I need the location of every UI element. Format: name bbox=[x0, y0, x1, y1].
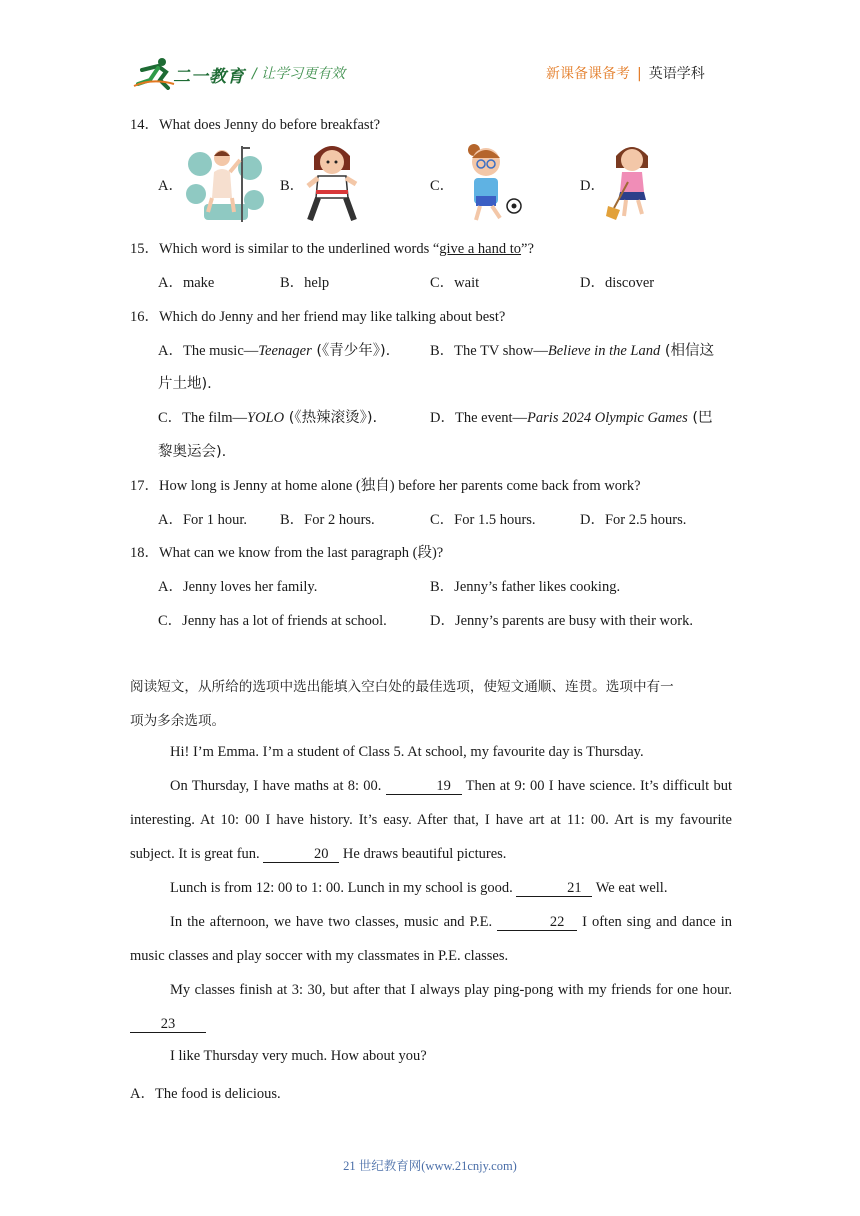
passage-p2b: Then at 9: 00 I have science. It’s difficult but interesting. At 10: 00 I have history. It’s easy. After that, I have art at 11: 00. Art is my favourite subject. It is great fun. bbox=[130, 778, 732, 862]
passage-p4a: In the afternoon, we have two classes, music and P.E. bbox=[170, 914, 493, 930]
passage-p5a: My classes finish at 3: 30, but after that I always play ping-pong with my friends for one hour. bbox=[170, 982, 732, 998]
header-separator: | bbox=[637, 66, 642, 82]
q16-c-pre: C．The film— bbox=[158, 410, 248, 426]
q16-a-title: Teenager bbox=[258, 343, 312, 359]
q16-option-b-cont: 片土地). bbox=[158, 376, 212, 392]
blank-19[interactable]: 19 bbox=[386, 778, 462, 795]
passage-p2 bbox=[130, 769, 732, 871]
q16-a-post: (《青少年》). bbox=[311, 343, 391, 359]
blank-20[interactable]: 20 bbox=[263, 846, 339, 863]
header-course-label: 新课备课备考 bbox=[546, 66, 630, 82]
q15-stem-pre: 15．Which word is similar to the underlined words “ bbox=[130, 241, 440, 257]
runner-logo-icon bbox=[132, 56, 176, 90]
q15-stem-underlined: give a hand to bbox=[439, 241, 522, 257]
header-right bbox=[546, 63, 705, 83]
q18-option-d: D．Jenny’s parents are busy with their work. bbox=[430, 613, 693, 629]
sweeping-girl-icon bbox=[604, 140, 660, 229]
passage-p4b: I often sing and dance in music classes and play soccer with my classmates in P.E. classes. bbox=[130, 914, 732, 964]
q15-stem bbox=[130, 237, 534, 258]
logo-text: 二一教育 bbox=[173, 67, 245, 87]
slogan: / 让学习更有效 bbox=[252, 66, 346, 82]
q18-stem: 18．What can we know from the last paragraph (段)? bbox=[130, 545, 444, 561]
q16-stem: 16．Which do Jenny and her friend may like talking about best? bbox=[130, 309, 506, 325]
q14-option-b: B． bbox=[280, 178, 305, 194]
q14-option-a: A． bbox=[158, 178, 183, 194]
karate-girl-icon bbox=[304, 140, 360, 229]
q18-option-b: B．Jenny’s father likes cooking. bbox=[430, 579, 621, 595]
q15-stem-post: ”? bbox=[521, 241, 534, 257]
q18-option-a: A．Jenny loves her family. bbox=[158, 579, 318, 595]
q16-c-title: YOLO bbox=[247, 410, 285, 426]
q15-option-b: B．help bbox=[280, 275, 330, 291]
section-instruction-line1: 阅读短文，从所给的选项中选出能填入空白处的最佳选项，使短文通顺、连贯。选项中有一 bbox=[130, 679, 674, 695]
passage-p3b: We eat well. bbox=[595, 880, 668, 896]
q17-option-a: A．For 1 hour. bbox=[158, 512, 248, 528]
q16-d-title: Paris 2024 Olympic Games bbox=[527, 410, 688, 426]
q16-d-post: (巴 bbox=[687, 410, 713, 426]
q16-b-title: Believe in the Land bbox=[547, 343, 661, 359]
passage-p2a: On Thursday, I have maths at 8: 00. bbox=[170, 778, 382, 794]
q16-option-b bbox=[430, 339, 714, 360]
passage-p1: Hi! I’m Emma. I’m a student of Class 5. At school, my favourite day is Thursday. bbox=[170, 744, 644, 760]
q14-option-c: C． bbox=[430, 178, 455, 194]
passage-p3a: Lunch is from 12: 00 to 1: 00. Lunch in my school is good. bbox=[170, 880, 513, 896]
q16-a-pre: A．The music— bbox=[158, 343, 259, 359]
passage-p3 bbox=[130, 871, 732, 905]
q17-option-b: B．For 2 hours. bbox=[280, 512, 375, 528]
passage-p4 bbox=[130, 905, 732, 973]
shower-girl-icon bbox=[184, 142, 266, 229]
choice-option-a: A．The food is delicious. bbox=[130, 1086, 281, 1102]
q14-option-d: D． bbox=[580, 178, 605, 194]
header-subject-label: 英语学科 bbox=[648, 66, 705, 82]
section-instruction-line2: 项为多余选项。 bbox=[130, 713, 226, 729]
soccer-girl-icon bbox=[456, 140, 526, 229]
q16-option-c bbox=[158, 406, 377, 427]
q15-option-a: A．make bbox=[158, 275, 215, 291]
blank-22[interactable]: 22 bbox=[497, 914, 577, 931]
q16-option-d-cont: 黎奥运会). bbox=[158, 444, 227, 460]
page-footer: 21 世纪教育网(www.21cnjy.com) bbox=[343, 1159, 517, 1173]
q17-option-d: D．For 2.5 hours. bbox=[580, 512, 687, 528]
q16-b-pre: B．The TV show— bbox=[430, 343, 548, 359]
q15-option-c: C．wait bbox=[430, 275, 480, 291]
blank-23[interactable]: 23 bbox=[130, 1016, 206, 1033]
q16-b-post: (相信这 bbox=[660, 343, 715, 359]
q16-option-d bbox=[430, 406, 713, 427]
q15-option-d: D．discover bbox=[580, 275, 655, 291]
q16-option-a bbox=[158, 339, 390, 360]
passage-p5 bbox=[130, 973, 732, 1041]
passage-p6: I like Thursday very much. How about you? bbox=[170, 1048, 427, 1064]
q16-d-pre: D．The event— bbox=[430, 410, 528, 426]
q18-option-c: C．Jenny has a lot of friends at school. bbox=[158, 613, 387, 629]
q17-option-c: C．For 1.5 hours. bbox=[430, 512, 536, 528]
passage-p2c: He draws beautiful pictures. bbox=[342, 846, 507, 862]
q17-stem: 17．How long is Jenny at home alone (独自) before her parents come back from work? bbox=[130, 478, 641, 494]
q16-c-post: (《热辣滚烫》). bbox=[284, 410, 378, 426]
q14-stem: 14．What does Jenny do before breakfast? bbox=[130, 117, 381, 133]
blank-21[interactable]: 21 bbox=[516, 880, 592, 897]
